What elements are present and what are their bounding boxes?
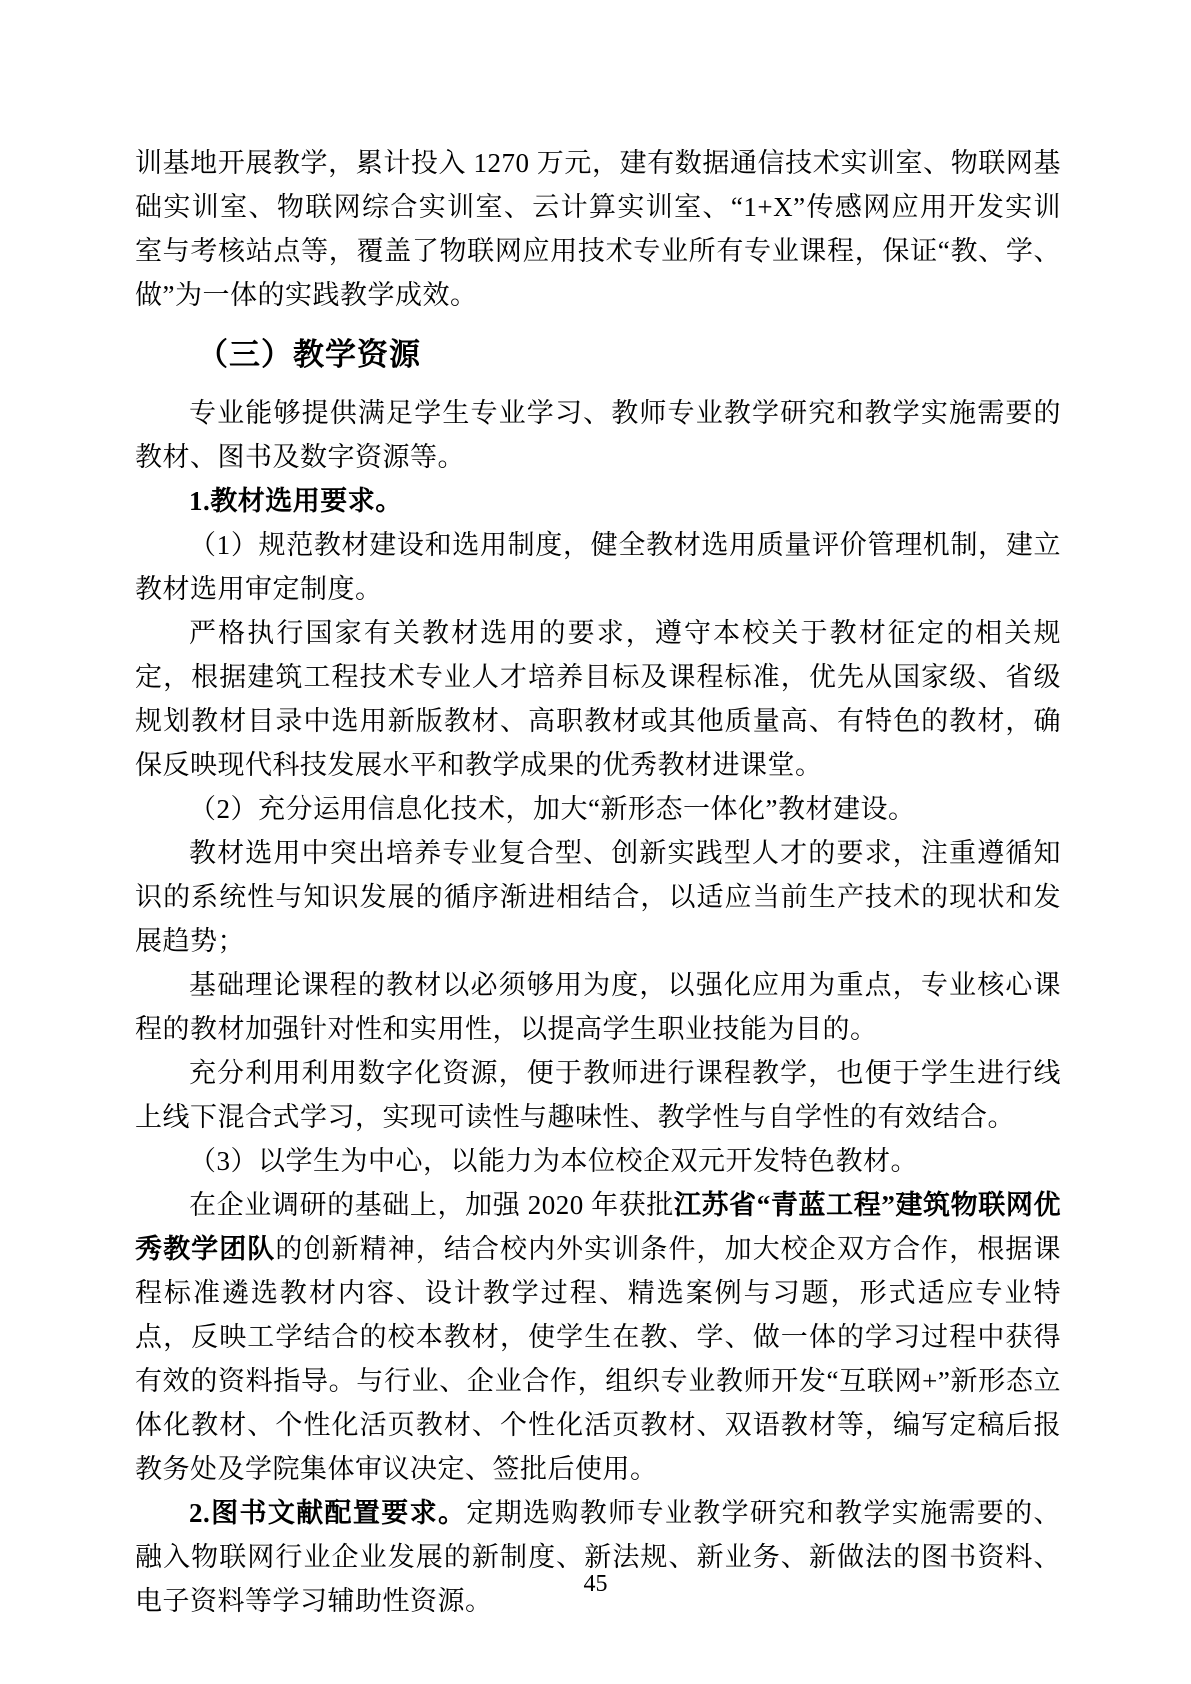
paragraph-item-1-detail: 严格执行国家有关教材选用的要求，遵守本校关于教材征定的相关规定，根据建筑工程技术专业人才培养目标及课程标准，优先从国家级、省级规划教材目录中选用新版教材、高职教材或其他质量高、有特色的教材，确保反映现代科技发展水平和教学成果的优秀教材进课堂。 xyxy=(135,618,1061,780)
paragraph-training-base-continuation: 训基地开展教学，累计投入 1270 万元，建有数据通信技术实训室、物联网基础实训室、物联网综合实训室、云计算实训室、“1+X”传感网应用开发实训室与考核站点等，覆盖了物联网应用技术专业所有专业课程，保证“教、学、做”为一体的实践教学成效。 xyxy=(135,148,1061,310)
page-number: 45 xyxy=(583,1571,608,1597)
paragraph-item-2-detail-2: 基础理论课程的教材以必须够用为度，以强化应用为重点，专业核心课程的教材加强针对性和实用性，以提高学生职业技能为目的。 xyxy=(135,970,1061,1044)
paragraph-item-2-detail-1: 教材选用中突出培养专业复合型、创新实践型人才的要求，注重遵循知识的系统性与知识发展的循序渐进相结合，以适应当前生产技术的现状和发展趋势； xyxy=(135,838,1061,956)
paragraph-item-2: （2）充分运用信息化技术，加大“新形态一体化”教材建设。 xyxy=(189,794,916,824)
library-documents-title-text: 2.图书文献配置要求。 xyxy=(189,1498,467,1528)
section-heading-teaching-resources: （三）教学资源 xyxy=(197,337,421,372)
paragraph-library-documents xyxy=(135,1491,1061,1623)
paragraph-item-2-detail-3: 充分利用利用数字化资源，便于教师进行课程教学，也便于学生进行线上线下混合式学习，实现可读性与趣味性、教学性与自学性的有效结合。 xyxy=(135,1058,1061,1132)
paragraph-item-1: （1）规范教材建设和选用制度，健全教材选用质量评价管理机制，建立教材选用审定制度。 xyxy=(135,530,1061,604)
paragraph-item-3-detail xyxy=(135,1183,1061,1491)
item-3-detail-rest: 的创新精神，结合校内外实训条件，加大校企双方合作，根据课程标准遴选教材内容、设计教学过程、精选案例与习题，形式适应专业特点，反映工学结合的校本教材，使学生在教、学、做一体的学习过程中获得有效的资料指导。与行业、企业合作，组织专业教师开发“互联网+”新形态立体化教材、个性化活页教材、个性化活页教材、双语教材等，编写定稿后报教务处及学院集体审议决定、签批后使用。 xyxy=(135,1234,1061,1484)
textbook-selection-title-text: 1.教材选用要求。 xyxy=(189,486,403,516)
paragraph-item-3: （3）以学生为中心，以能力为本位校企双元开发特色教材。 xyxy=(189,1146,918,1176)
paragraph-textbook-selection-title xyxy=(135,479,1061,523)
item-3-detail-lead: 在企业调研的基础上，加强 2020 年获批 xyxy=(189,1190,674,1220)
paragraph-resources-intro: 专业能够提供满足学生专业学习、教师专业教学研究和教学实施需要的教材、图书及数字资源等。 xyxy=(135,398,1061,472)
qinglan-project-team-highlight: 江苏省“青蓝工程”建筑物联网优秀教学团队 xyxy=(135,1190,1062,1264)
library-documents-body-text: 定期选购教师专业教学研究和教学实施需要的、融入物联网行业企业发展的新制度、新法规、新业务、新做法的图书资料、电子资料等学习辅助性资源。 xyxy=(135,1498,1062,1616)
